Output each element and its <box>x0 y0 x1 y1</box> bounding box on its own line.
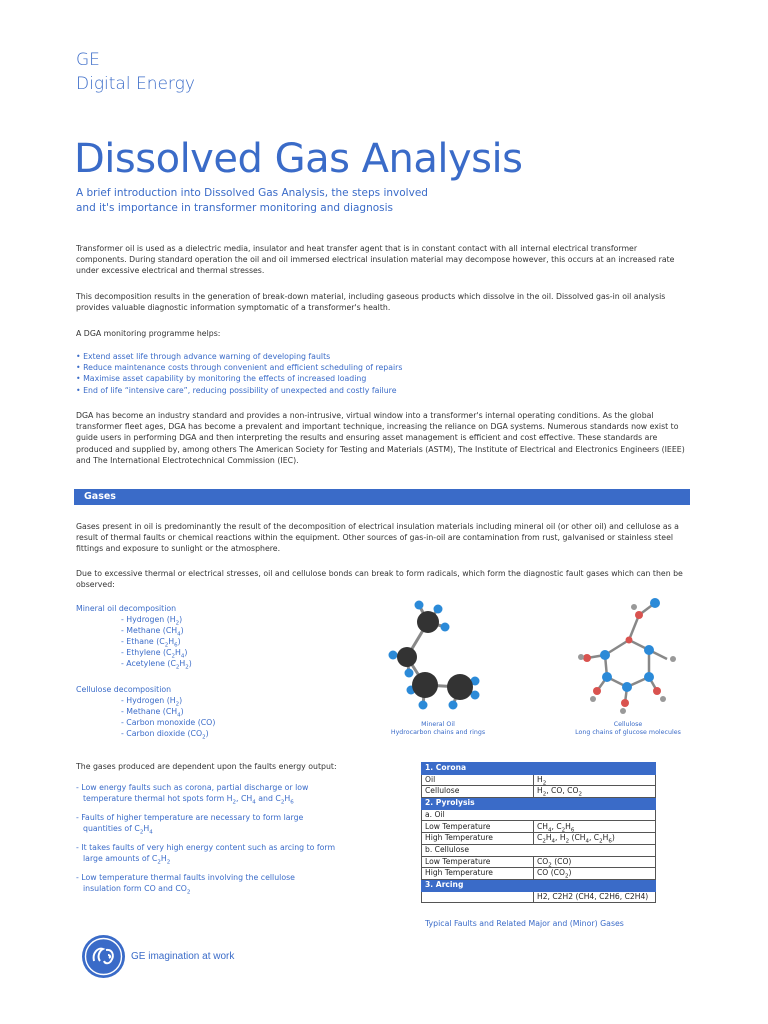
gas-item: - Carbon monoxide (CO) <box>121 718 216 727</box>
table-section-row <box>422 798 656 810</box>
ge-logo-icon <box>82 935 125 978</box>
cellulose-molecule-illustration <box>567 595 687 720</box>
gases-paragraph-3: The gases produced are dependent upon the faults energy output: <box>76 762 337 771</box>
benefits-list <box>76 351 402 396</box>
division-name: Digital Energy <box>76 74 195 94</box>
table-row <box>422 844 656 856</box>
table-row <box>422 786 656 798</box>
table-cell <box>422 891 534 903</box>
benefit-item: • Reduce maintenance costs through convenient and efficient scheduling of repairs <box>76 363 403 373</box>
subtitle-line-2: and it's importance in transformer monitoring and diagnosis <box>76 201 394 214</box>
table-section-label: 3. Arcing <box>422 879 656 891</box>
faults-table <box>421 762 656 903</box>
table-row <box>422 821 656 833</box>
gas-item: - Hydrogen $(H_2)$ <box>121 615 183 627</box>
table-cell: $H_2$ <box>534 774 656 786</box>
mineral-oil-list <box>76 603 192 669</box>
gases-paragraph-1: Gases present in oil is predominantly the result of the decomposition of electrical insulation materials including mineral oil (or other oil) and cellulose as a result of thermal faults or chemical reactions within the equipment. Other sources of gas-in-oil are contamination from rust, galvanised or stainless steel fittings and exposure to sunlight or the atmosphere. <box>76 522 679 554</box>
gas-item: - Methane $(CH_4)$ <box>121 707 184 719</box>
table-cell: b. Cellulose <box>422 844 656 856</box>
gas-item: - Ethane $(C_2H_6)$ <box>121 637 181 649</box>
intro-paragraph-2: This decomposition results in the generation of break-down material, including gaseous products which dissolve in the oil. Dissolved gas-in oil analysis provides valuable diagnostic information symptomatic of a transformer's health. <box>76 292 666 313</box>
section-heading-gases: Gases <box>74 489 690 505</box>
mineral-oil-molecule-illustration <box>383 595 493 720</box>
mineral-oil-gases <box>76 614 192 669</box>
mineral-oil-caption: Mineral Oil Hydrocarbon chains and rings <box>390 721 486 736</box>
company-name: GE <box>76 50 100 70</box>
page-subtitle <box>76 186 496 215</box>
table-cell: $C_2H_4$, $H_2$ ($CH_4$, $C_2H_6$) <box>534 833 656 845</box>
ge-monogram-icon <box>82 935 125 978</box>
gas-item: - Methane $(CH_4)$ <box>121 626 184 638</box>
table-section-label: 2. Pyrolysis <box>422 798 656 810</box>
table-cell: High Temperature <box>422 833 534 845</box>
benefit-item: • Maximise asset capability by monitoring the effects of increased loading <box>76 374 367 384</box>
table-cell: $CH_4$, $C_2H_6$ <box>534 821 656 833</box>
fault-item: - It takes faults of very high energy content such as arcing to form large amounts of $C_2H_2$ <box>76 843 336 866</box>
gas-item: - Acetylene $(C_2H_2)$ <box>121 659 192 671</box>
table-row <box>422 891 656 903</box>
table-row <box>422 833 656 845</box>
page-title: Dissolved Gas Analysis <box>74 136 523 182</box>
gas-item: - Hydrogen $(H_2)$ <box>121 696 183 708</box>
table-cell: Low Temperature <box>422 821 534 833</box>
table-row <box>422 809 656 821</box>
intro-paragraph-1: Transformer oil is used as a dielectric media, insulator and heat transfer agent that is in constant contact with all internal electrical transformer components. During standard operation the oil and oil immersed electrical insulation material may decompose however, this occurs at an increased rate under excessive electrical and thermal stresses. <box>76 244 675 276</box>
gases-paragraph-2: Due to excessive thermal or electrical stresses, oil and cellulose bonds can break to form radicals, which form the diagnostic fault gases which can then be observed: <box>76 569 683 590</box>
table-cell: High Temperature <box>422 868 534 880</box>
table-section-row <box>422 879 656 891</box>
table-cell: $H_2$, CO, $CO_2$ <box>534 786 656 798</box>
fault-item: - Low energy faults such as corona, partial discharge or low temperature thermal hot spots form $H_2$, $CH_4$ and $C_2H_6$ <box>76 783 309 806</box>
table-cell: $CO_2$ (CO) <box>534 856 656 868</box>
table-row <box>422 774 656 786</box>
footer-tagline: GE imagination at work <box>131 951 235 962</box>
table-cell: Cellulose <box>422 786 534 798</box>
table-cell: Oil <box>422 774 534 786</box>
cellulose-caption: Cellulose Long chains of glucose molecules <box>575 721 681 736</box>
brand-block <box>76 48 195 96</box>
cellulose-title: Cellulose decomposition <box>76 685 172 694</box>
table-cell: CO $(CO_2)$ <box>534 868 656 880</box>
table-caption: Typical Faults and Related Major and (Minor) Gases <box>425 919 624 928</box>
table-section-label: 1. Corona <box>422 763 656 775</box>
fault-energy-list <box>76 782 376 902</box>
subtitle-line-1: A brief introduction into Dissolved Gas Analysis, the steps involved <box>76 187 428 199</box>
intro-paragraph-3: A DGA monitoring programme helps: <box>76 329 221 338</box>
cellulose-gases <box>76 695 215 739</box>
table-row <box>422 868 656 880</box>
table-cell: a. Oil <box>422 809 656 821</box>
benefit-item: • Extend asset life through advance warning of developing faults <box>76 352 331 361</box>
table-section-row <box>422 763 656 775</box>
table-cell: H2, C2H2 (CH4, C2H6, C2H4) <box>534 891 656 903</box>
mineral-oil-title: Mineral oil decomposition <box>76 604 177 613</box>
gas-item: - Carbon dioxide $(CO_2)$ <box>121 729 209 741</box>
table-cell: Low Temperature <box>422 856 534 868</box>
benefit-item: • End of life “intensive care”, reducing possibility of unexpected and costly failure <box>76 385 397 395</box>
fault-item: - Faults of higher temperature are necessary to form large quantities of $C_2H_4$ <box>76 813 304 836</box>
table-row <box>422 856 656 868</box>
gas-item: - Ethylene $(C_2H_4)$ <box>121 648 188 660</box>
intro-paragraph-4: DGA has become an industry standard and provides a non-intrusive, virtual window into a transformer's internal operating conditions. As the global transformer fleet ages, DGA has become a prevalent and important technique, increasing the reliance on DGA systems. Numerous standards now exist to guide users in performing DGA and then interpreting the results and ensuring asset management is efficient and cost effective. These standards are produced and supplied by, among others The American Society for Testing and Materials (ASTM), The Institute of Electrical and Electronics Engineers (IEEE) and The International Electrotechnical Commission (IEC). <box>76 411 685 465</box>
fault-item: - Low temperature thermal faults involving the cellulose insulation form CO and $CO_2$ <box>76 873 295 896</box>
cellulose-list <box>76 684 215 739</box>
